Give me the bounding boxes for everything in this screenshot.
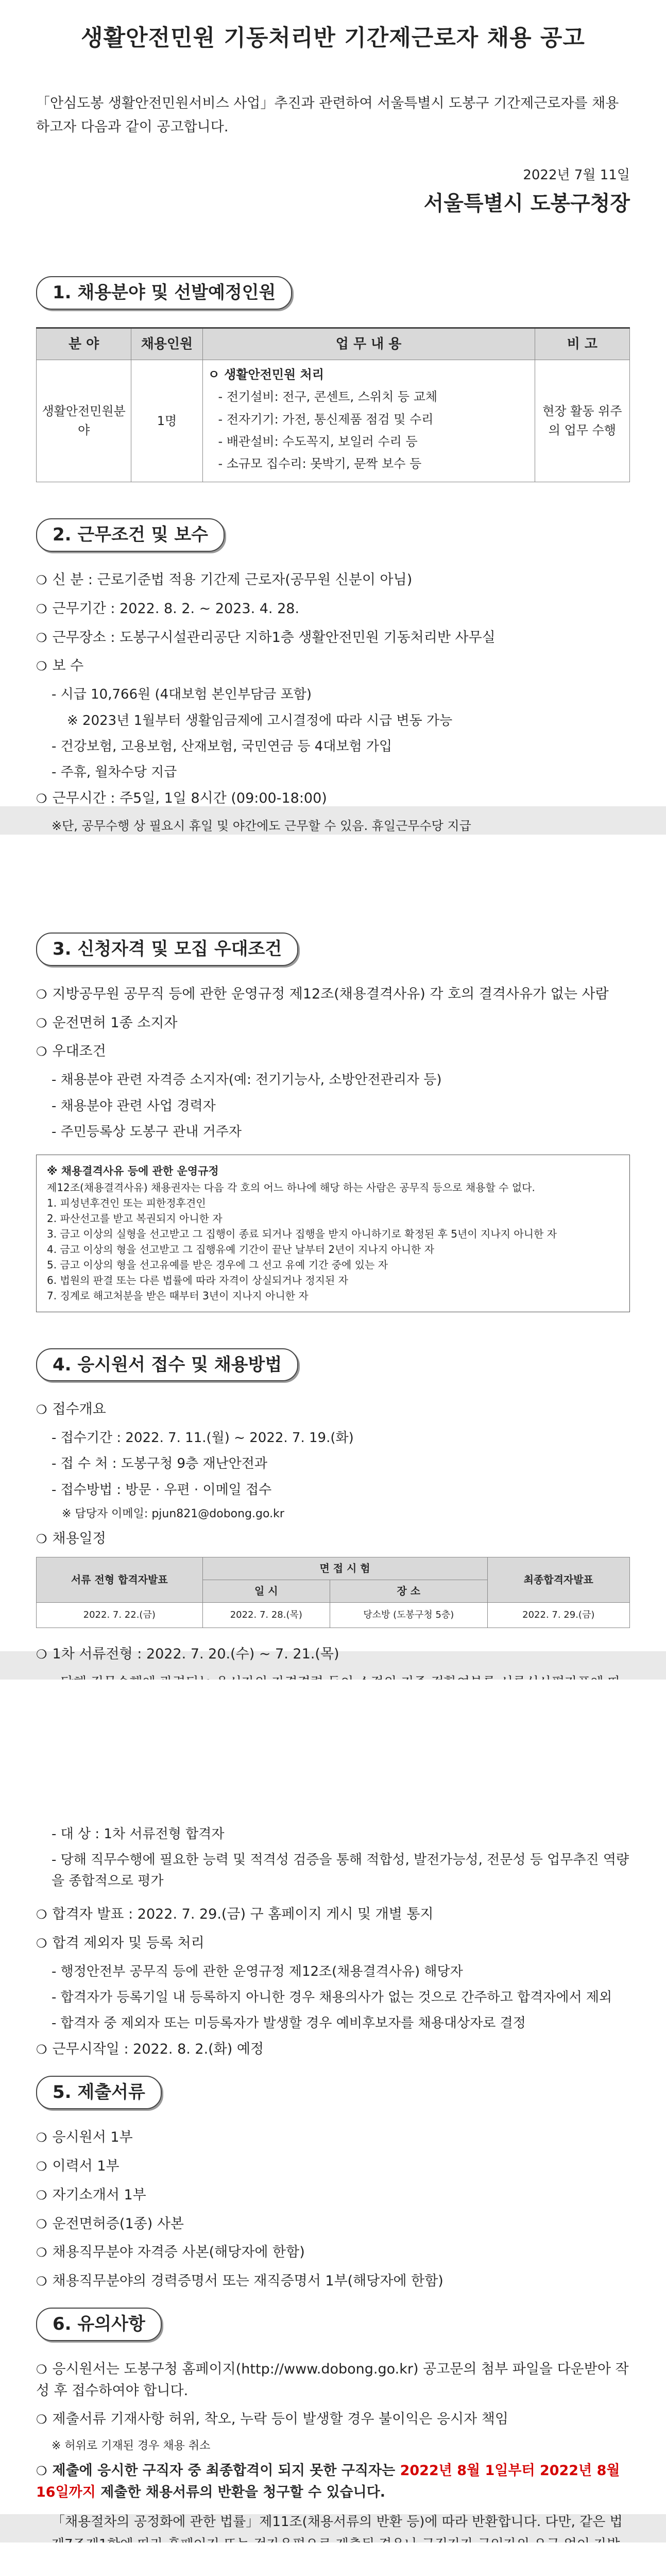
- step1: ❍ 1차 서류전형 : 2022. 7. 20.(수) ~ 7. 21.(목): [36, 1646, 339, 1662]
- col-field: 분 야: [37, 328, 131, 360]
- notice-item: ❍ 응시원서는 도봉구청 홈페이지(http://www.dobong.go.kr) 공고문의 첨부 파일을 다운받아 작성 후 접수하여야 합니다.: [36, 2361, 629, 2399]
- duty-item: - 배관설비: 수도꼭지, 보일러 수리 등: [218, 434, 418, 449]
- cond-line: ❍ 신 분 : 근로기준법 적용 기간제 근로자(공무원 신분이 아님): [36, 571, 413, 588]
- section-4-heading: 4. 응시원서 접수 및 채용방법: [36, 1348, 298, 1382]
- cond-line: ❍ 근무기간 : 2022. 8. 2. ~ 2023. 4. 28.: [36, 600, 300, 617]
- pay-item: ※ 2023년 1월부터 생활임금제에 고시결정에 따라 시급 변동 가능: [67, 713, 453, 728]
- doc-item: ❍ 이력서 1부: [36, 2158, 119, 2174]
- sched-sub-place: 장 소: [330, 1580, 487, 1602]
- notice-note: ※ 허위로 기재된 경우 채용 취소: [52, 2439, 211, 2453]
- section-3-heading: 3. 신청자격 및 모집 우대조건: [36, 933, 298, 966]
- notice-item: ❍ 제출서류 기재사항 허위, 착오, 누락 등이 발생할 경우 불이익은 응시자 책임: [36, 2411, 508, 2428]
- cond-line: ❍ 근무시간 : 주5일, 1일 8시간 (09:00-18:00): [36, 790, 327, 807]
- box-item: 5. 금고 이상의 형을 선고유예를 받은 경우에 그 선고 유예 기간 중에 있는 자: [47, 1258, 388, 1271]
- doc-item: ❍ 운전면허증(1종) 사본: [36, 2215, 184, 2232]
- box-item: 7. 징계로 해고처분을 받은 때부터 3년이 지나지 아니한 자: [47, 1289, 309, 1302]
- cancel-item: - 합격자가 등록기일 내 등록하지 아니한 경우 채용의사가 없는 것으로 간주하고 합격자에서 제외: [52, 1989, 612, 2005]
- start-date: ❍ 근무시작일 : 2022. 8. 2.(화) 예정: [36, 2041, 264, 2058]
- duty-item: ㅇ 생활안전민원 처리: [208, 367, 324, 382]
- sched-col-interview: 면 접 시 험: [202, 1557, 487, 1580]
- recv-label: ❍ 접수개요: [36, 1401, 106, 1418]
- pref-item: - 채용분야 관련 사업 경력자: [52, 1098, 216, 1114]
- sched-cell: 2022. 7. 29.(금): [487, 1602, 629, 1628]
- step2-target: - 대 상 : 1차 서류전형 합격자: [52, 1826, 225, 1842]
- cancel-item: - 합격자 중 제외자 또는 미등록자가 발생할 경우 예비후보자를 채용대상자로 결정: [52, 2015, 526, 2031]
- announce-line: ❍ 합격자 발표 : 2022. 7. 29.(금) 구 홈페이지 게시 및 개별 통지: [36, 1906, 434, 1922]
- section-5-heading: 5. 제출서류: [36, 2076, 162, 2109]
- cond-line: ❍ 근무장소 : 도봉구시설관리공단 지하1층 생활안전민원 기동처리반 사무실: [36, 629, 496, 646]
- schedule-table: [36, 1557, 630, 1628]
- qual-line: ❍ 지방공무원 공무직 등에 관한 운영규정 제12조(채용결격사유) 각 호의 결격사유가 없는 사람: [36, 986, 609, 1002]
- box-item: 6. 법원의 판결 또는 다른 법률에 따라 자격이 상실되거나 정지된 자: [47, 1274, 348, 1286]
- sched-col-doc: 서류 전형 합격자발표: [37, 1557, 203, 1602]
- duty-item: - 소규모 집수리: 못박기, 문짝 보수 등: [218, 456, 422, 471]
- doc-item: ❍ 자기소개서 1부: [36, 2187, 146, 2203]
- cancel-label: ❍ 합격 제외자 및 등록 처리: [36, 1935, 204, 1951]
- issuer-name: 서울특별시 도봉구청장: [423, 192, 630, 216]
- page-1: [0, 0, 666, 834]
- sched-cell: 2022. 7. 28.(목): [202, 1602, 330, 1628]
- recv-item: - 접수기간 : 2022. 7. 11.(월) ~ 2022. 7. 19.(화): [52, 1430, 354, 1446]
- announce-date: 2022년 7월 11일: [523, 167, 630, 183]
- doc-item: ❍ 응시원서 1부: [36, 2129, 133, 2145]
- recruit-table: [36, 327, 630, 482]
- page-4: [0, 2543, 666, 2576]
- section-1-heading: 1. 채용분야 및 선발예정인원: [36, 276, 292, 310]
- notice-para: 「채용절차의 공정화에 관한 법률」제11조(채용서류의 반환 등)에 따라 반환합니다. 다만, 같은 법: [52, 2514, 623, 2530]
- cell-duties: [202, 360, 535, 482]
- disqualification-box: [36, 1155, 630, 1312]
- recv-item: ※ 담당자 이메일: pjun821@dobong.go.kr: [62, 1507, 284, 1521]
- cond-line: ❍ 보 수: [36, 658, 84, 674]
- recv-item: - 접수방법 : 방문 · 우편 · 이메일 접수: [52, 1482, 272, 1498]
- box-item: 3. 금고 이상의 실형을 선고받고 그 집행이 종료 되거나 집행을 받지 아니하기로 확정된 후 5년이 지나지 아니한 자: [47, 1227, 557, 1240]
- page-2: [0, 835, 666, 1662]
- pref-item: - 주민등록상 도봉구 관내 거주자: [52, 1124, 242, 1140]
- col-count: 채용인원: [131, 328, 202, 360]
- cell-note: 현장 활동 위주의 업무 수행: [535, 360, 629, 482]
- notice-item: ❍ 제출에 응시한 구직자 중 최종합격이 되지 못한 구직자는 2022년 8월 1일부터 2022년 8월 16일까지 제출한 채용서류의 반환을 청구할 수 있습니다.: [36, 2463, 620, 2501]
- box-item: 4. 금고 이상의 형을 선고받고 그 집행유예 기간이 끝난 날부터 2년이 지나지 아니한 자: [47, 1243, 435, 1256]
- sched-label: ❍ 채용일정: [36, 1531, 106, 1547]
- intro-text: 「안심도봉 생활안전민원서비스 사업」추진과 관련하여 서울특별시 도봉구 기간제근로자를 채용하고자 다음과 같이 공고합니다.: [36, 95, 619, 135]
- cell-count: 1명: [131, 360, 202, 482]
- section-6-heading: 6. 유의사항: [36, 2308, 162, 2341]
- pay-item: - 건강보험, 고용보험, 산재보험, 국민연금 등 4대보험 가입: [52, 738, 392, 754]
- sched-cell: 당소방 (도봉구청 5층): [330, 1602, 487, 1628]
- pref-item: - 채용분야 관련 자격증 소지자(예: 전기기능사, 소방안전관리자 등): [52, 1072, 442, 1088]
- section-2-heading: 2. 근무조건 및 보수: [36, 518, 225, 552]
- hours-note: ※단, 공무수행 상 필요시 휴일 및 야간에도 근무할 수 있음. 휴일근무수당 지급: [52, 819, 471, 834]
- sched-sub-date: 일 시: [202, 1580, 330, 1602]
- box-item: 1. 피성년후견인 또는 피한정후견인: [47, 1196, 206, 1209]
- sched-cell: 2022. 7. 22.(금): [37, 1602, 203, 1628]
- page-3: [0, 1680, 666, 2530]
- pay-item: - 시급 10,766원 (4대보험 본인부담금 포함): [52, 687, 312, 703]
- col-note: 비 고: [535, 328, 629, 360]
- page-title: 생활안전민원 기동처리반 기간제근로자 채용 공고: [81, 25, 585, 51]
- qual-line: ❍ 운전면허 1종 소지자: [36, 1014, 178, 1031]
- box-sub: 제12조(채용결격사유) 채용권자는 다음 각 호의 어느 하나에 해당 하는 사람은 공무직 등으로 채용할 수 없다.: [47, 1181, 535, 1194]
- doc-item: ❍ 채용직무분야의 경력증명서 또는 재직증명서 1부(해당자에 한함): [36, 2273, 443, 2290]
- cell-field: 생활안전민원분야: [37, 360, 131, 482]
- step2-method: - 당해 직무수행에 필요한 능력 및 적격성 검증을 통해 적합성, 발전가능성, 전문성 등 업무추진 역량을 종합적으로 평가: [52, 1852, 629, 1889]
- box-title: ※ 채용결격사유 등에 관한 운영규정: [47, 1165, 219, 1178]
- col-duties: 업 무 내 용: [202, 328, 535, 360]
- cancel-item: - 행정안전부 공무직 등에 관한 운영규정 제12조(채용결격사유) 해당자: [52, 1963, 463, 1979]
- qual-line: ❍ 우대조건: [36, 1043, 106, 1060]
- pay-item: - 주휴, 월차수당 지급: [52, 765, 177, 781]
- doc-item: ❍ 채용직무분야 자격증 사본(해당자에 한함): [36, 2244, 305, 2261]
- box-item: 2. 파산선고를 받고 복권되지 아니한 자: [47, 1212, 223, 1225]
- recv-item: - 접 수 처 : 도봉구청 9층 재난안전과: [52, 1456, 268, 1472]
- duty-item: - 전기설비: 전구, 콘센트, 스위치 등 교체: [218, 389, 438, 404]
- sched-col-final: 최종합격자발표: [487, 1557, 629, 1602]
- duty-item: - 전자기기: 가전, 통신제품 점검 및 수리: [218, 412, 434, 427]
